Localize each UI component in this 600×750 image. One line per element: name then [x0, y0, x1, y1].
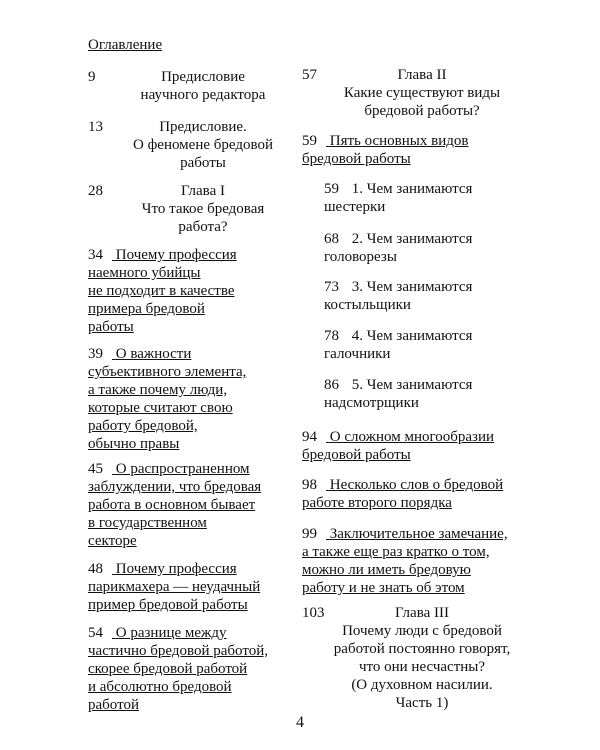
entry-line: бредовой работы	[302, 447, 411, 463]
entry-line: работы	[88, 319, 134, 335]
toc-section	[302, 428, 532, 464]
page-number: 4	[296, 714, 304, 731]
entry-line: субъективного элемента,	[88, 364, 247, 380]
entry-line: 1. Чем занимаются	[351, 181, 473, 197]
entry-line: Почему профессия	[115, 561, 237, 577]
entry-line: Предисловие.	[159, 119, 247, 135]
entry-line: Какие существуют виды	[343, 85, 501, 101]
entry-line: Пять основных видов	[329, 133, 469, 149]
entry-page: 94	[302, 429, 317, 445]
entry-line: не подходит в качестве	[88, 283, 235, 299]
toc-section	[88, 624, 298, 714]
entry-page: 48	[88, 561, 103, 577]
chapter-label: Глава II	[397, 67, 447, 83]
entry-line: работу бредовой,	[88, 418, 198, 434]
entry-page: 59	[324, 181, 339, 197]
entry-page: 9	[88, 69, 96, 85]
entry-line: 4. Чем занимаются	[351, 328, 473, 344]
entry-line: заблуждении, что бредовая	[88, 479, 262, 495]
entry-line: галочники	[324, 346, 391, 362]
entry-line: работой	[88, 697, 139, 713]
toc-chapter	[302, 604, 532, 712]
toc-chapter	[88, 182, 288, 236]
entry-line: 2. Чем занимаются	[351, 231, 473, 247]
entry-line: частично бредовой работой,	[88, 643, 268, 659]
entry-page: 68	[324, 231, 339, 247]
toc-subsection	[324, 327, 524, 363]
toc-subsection	[324, 180, 524, 216]
entry-line: работы	[180, 155, 226, 171]
entry-line: которые считают свою	[88, 400, 233, 416]
toc-entry	[88, 68, 288, 104]
entry-line: работе второго порядка	[302, 495, 452, 511]
entry-line: в государственном	[88, 515, 207, 531]
toc-section	[88, 460, 298, 550]
entry-page: 59	[302, 133, 317, 149]
entry-line: парикмахера — неудачный	[88, 579, 261, 595]
entry-line: костыльщики	[324, 297, 411, 313]
entry-line: работой постоянно говорят,	[333, 641, 511, 657]
entry-line: О разнице между	[115, 625, 227, 641]
entry-line: Почему профессия	[115, 247, 237, 263]
entry-page: 86	[324, 377, 339, 393]
entry-page: 28	[88, 183, 103, 199]
entry-line: Что такое бредовая	[141, 201, 265, 217]
entry-page: 39	[88, 346, 103, 362]
entry-page: 99	[302, 526, 317, 542]
entry-line: а также еще раз кратко о том,	[302, 544, 490, 560]
toc-section	[302, 525, 532, 597]
entry-line: работа?	[178, 219, 228, 235]
entry-line: бредовой работы?	[364, 103, 480, 119]
entry-line: а также почему люди,	[88, 382, 228, 398]
entry-line: шестерки	[324, 199, 386, 215]
toc-section	[88, 345, 298, 453]
entry-page: 98	[302, 477, 317, 493]
toc-subsection	[324, 278, 524, 314]
entry-page: 78	[324, 328, 339, 344]
entry-line: (О духовном насилии.	[351, 677, 493, 693]
entry-line: 5. Чем занимаются	[351, 377, 473, 393]
chapter-label: Глава III	[395, 605, 449, 621]
toc-entry	[88, 118, 288, 172]
entry-line: Предисловие	[161, 69, 245, 85]
entry-line: что они несчастны?	[358, 659, 486, 675]
entry-line: Заключительное замечание,	[329, 526, 508, 542]
toc-section	[88, 246, 298, 336]
entry-line: скорее бредовой работой	[88, 661, 248, 677]
toc-section	[88, 560, 298, 614]
entry-line: бредовой работы	[302, 151, 411, 167]
entry-line: работа в основном бывает	[88, 497, 256, 513]
entry-line: 3. Чем занимаются	[351, 279, 473, 295]
entry-line: О феномене бредовой	[132, 137, 274, 153]
chapter-label: Глава I	[181, 183, 225, 199]
entry-line: головорезы	[324, 249, 397, 265]
toc-section	[302, 132, 532, 168]
entry-page: 13	[88, 119, 103, 135]
toc-title: Оглавление	[88, 37, 163, 53]
entry-line: Несколько слов о бредовой	[329, 477, 504, 493]
entry-page: 103	[302, 605, 325, 621]
entry-line: можно ли иметь бредовую	[302, 562, 471, 578]
toc-chapter	[302, 66, 532, 120]
entry-line: О распространенном	[115, 461, 250, 477]
entry-line: работу и не знать об этом	[302, 580, 465, 596]
entry-line: примера бредовой	[88, 301, 205, 317]
entry-line: Почему люди с бредовой	[342, 623, 502, 639]
entry-line: О сложном многообразии	[329, 429, 495, 445]
entry-page: 73	[324, 279, 339, 295]
entry-page: 34	[88, 247, 103, 263]
entry-line: наемного убийцы	[88, 265, 201, 281]
entry-line: научного редактора	[140, 87, 266, 103]
entry-page: 54	[88, 625, 103, 641]
entry-line: Часть 1)	[395, 695, 449, 711]
toc-subsection	[324, 376, 524, 412]
entry-line: пример бредовой работы	[88, 597, 248, 613]
entry-line: обычно правы	[88, 436, 180, 452]
entry-line: и абсолютно бредовой	[88, 679, 232, 695]
entry-line: надсмотрщики	[324, 395, 419, 411]
entry-line: секторе	[88, 533, 137, 549]
toc-subsection	[324, 230, 524, 266]
entry-page: 45	[88, 461, 103, 477]
entry-page: 57	[302, 67, 317, 83]
entry-line: О важности	[115, 346, 192, 362]
toc-section	[302, 476, 532, 512]
